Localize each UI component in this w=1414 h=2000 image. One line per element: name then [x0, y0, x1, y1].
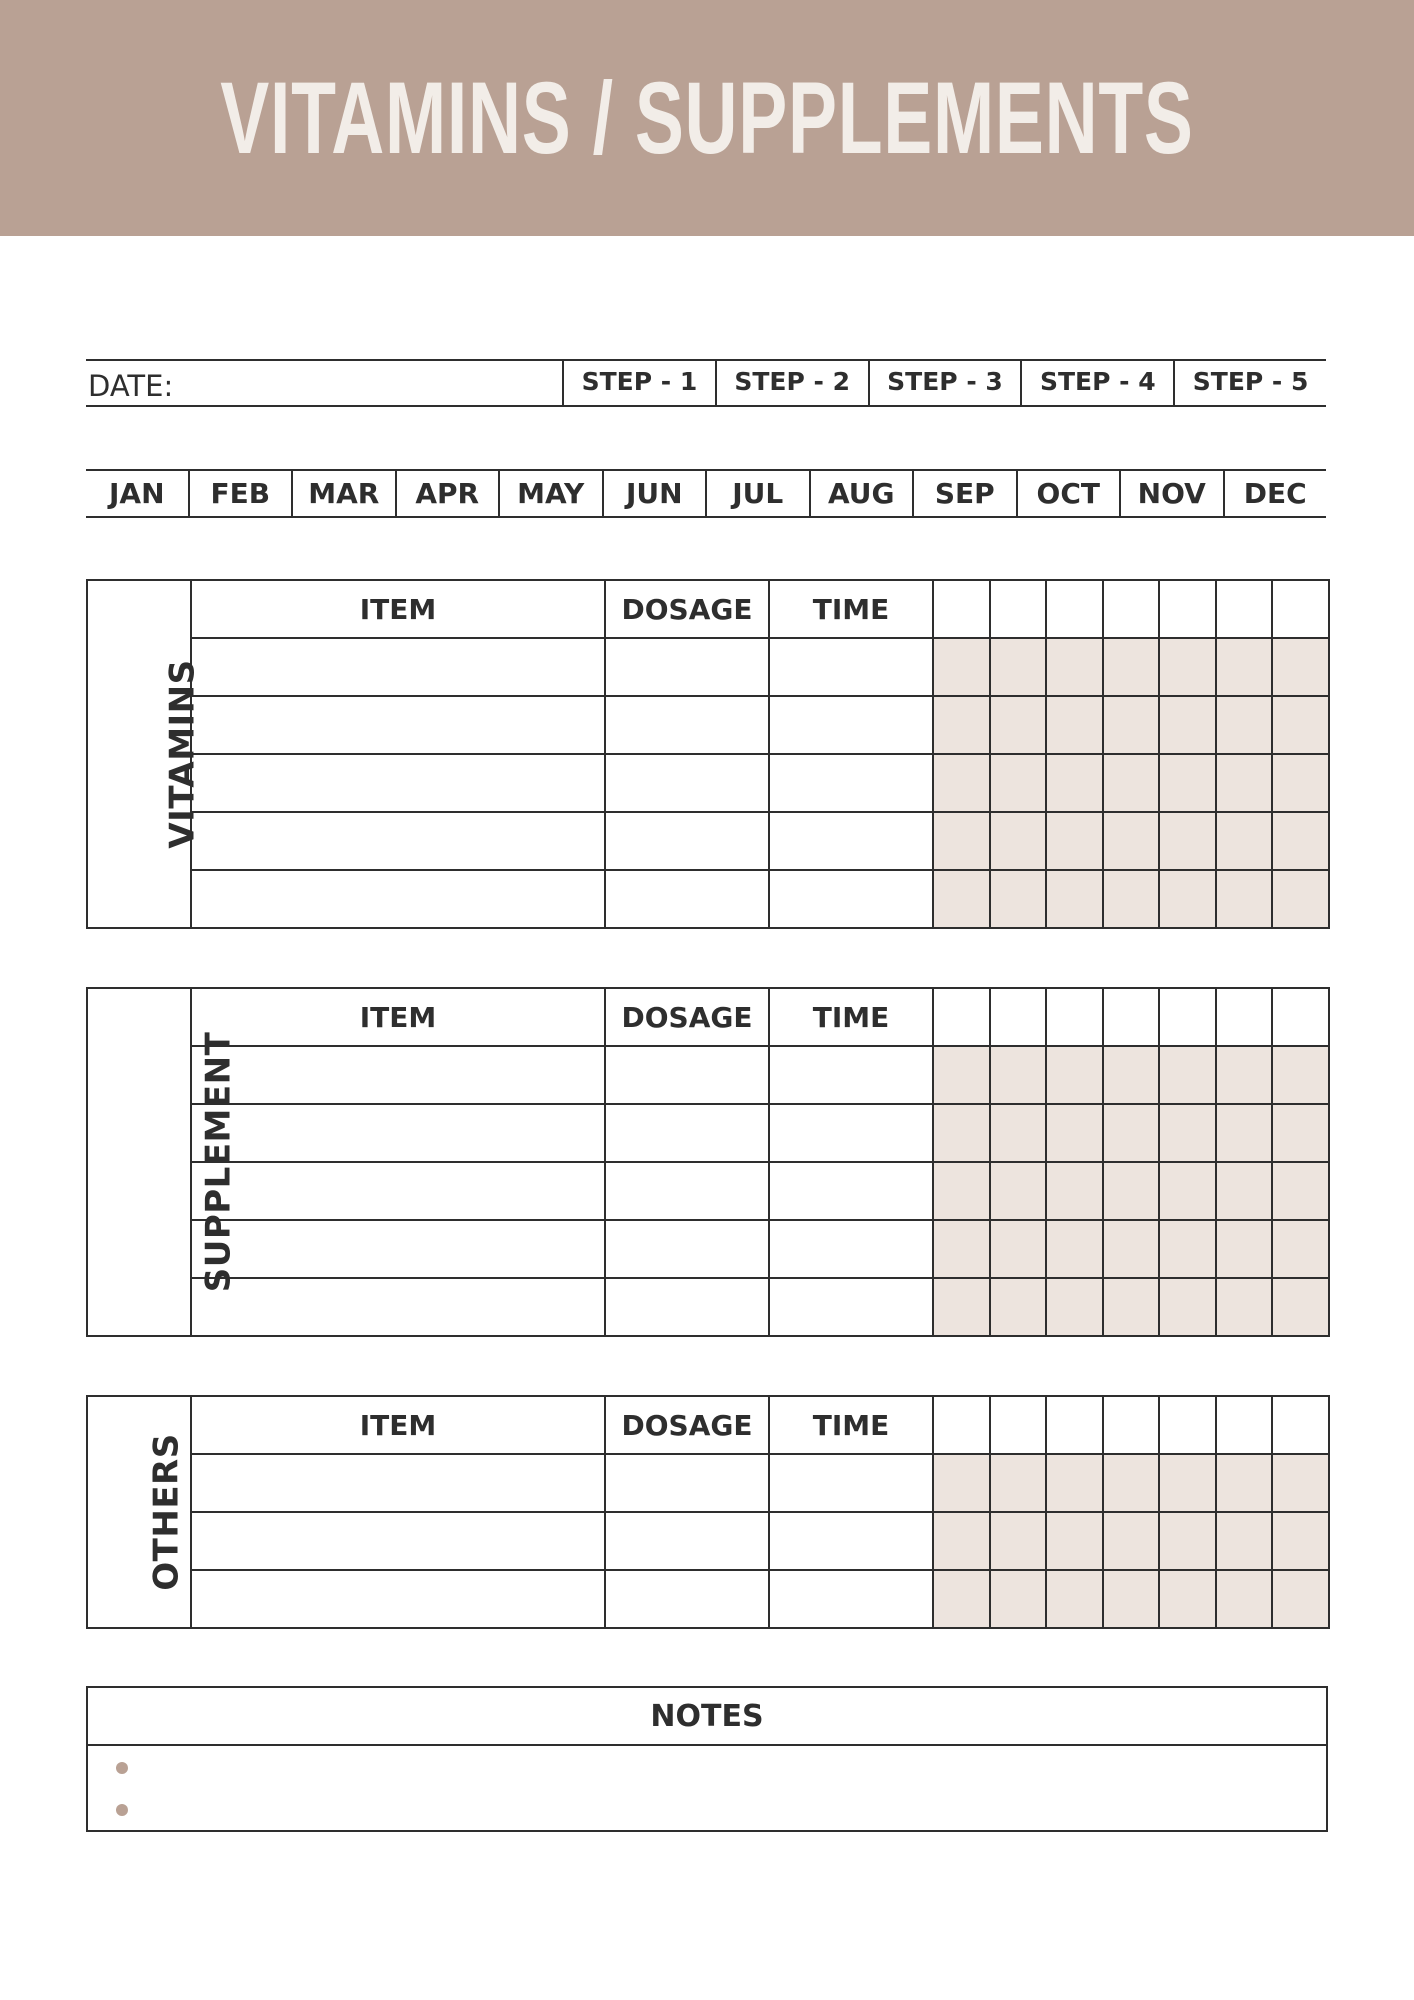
check-cell[interactable]	[1046, 638, 1103, 696]
time-cell[interactable]	[769, 754, 933, 812]
column-header-time: TIME	[769, 580, 933, 638]
check-column-header[interactable]	[1159, 988, 1216, 1046]
section-label-cell	[87, 1396, 191, 1628]
check-cell[interactable]	[1272, 1104, 1329, 1162]
page-title-wrap	[0, 0, 1414, 236]
check-column-header[interactable]	[1216, 988, 1273, 1046]
check-cell[interactable]	[990, 638, 1047, 696]
check-cell[interactable]	[1159, 1512, 1216, 1570]
check-cell[interactable]	[1216, 638, 1273, 696]
check-cell[interactable]	[1272, 754, 1329, 812]
check-cell[interactable]	[990, 870, 1047, 928]
check-cell[interactable]	[1272, 1220, 1329, 1278]
time-cell[interactable]	[769, 696, 933, 754]
check-cell[interactable]	[990, 754, 1047, 812]
check-cell[interactable]	[1103, 1046, 1160, 1104]
dosage-cell[interactable]	[605, 1162, 769, 1220]
dosage-cell[interactable]	[605, 1046, 769, 1104]
check-cell[interactable]	[933, 812, 990, 870]
check-cell[interactable]	[1103, 696, 1160, 754]
check-cell[interactable]	[1216, 812, 1273, 870]
section-label-cell	[87, 580, 203, 928]
check-cell[interactable]	[1103, 1454, 1160, 1512]
check-cell[interactable]	[1216, 1454, 1273, 1512]
check-column-header[interactable]	[990, 1396, 1047, 1454]
check-cell[interactable]	[1046, 1454, 1103, 1512]
check-cell[interactable]	[1103, 754, 1160, 812]
check-cell[interactable]	[1216, 1220, 1273, 1278]
check-cell[interactable]	[1046, 1278, 1103, 1336]
date-field[interactable]	[86, 361, 562, 405]
check-cell[interactable]	[933, 1512, 990, 1570]
step-4[interactable]: STEP - 4	[1020, 361, 1173, 405]
header-row	[87, 988, 1329, 1046]
time-cell[interactable]	[769, 870, 933, 928]
check-cell[interactable]	[1216, 870, 1273, 928]
check-cell[interactable]	[1046, 812, 1103, 870]
check-cell[interactable]	[1159, 1104, 1216, 1162]
section-label: VITAMINS	[162, 659, 203, 849]
time-cell[interactable]	[769, 1278, 933, 1336]
check-cell[interactable]	[1272, 1162, 1329, 1220]
dosage-cell[interactable]	[605, 1570, 769, 1628]
check-column-header[interactable]	[1103, 988, 1160, 1046]
notes-box	[86, 1686, 1328, 1832]
step-1[interactable]: STEP - 1	[562, 361, 715, 405]
check-cell[interactable]	[1216, 1104, 1273, 1162]
check-cell[interactable]	[1216, 1278, 1273, 1336]
check-cell[interactable]	[933, 1046, 990, 1104]
table-row	[87, 1046, 1329, 1104]
step-5[interactable]: STEP - 5	[1173, 361, 1326, 405]
check-column-header[interactable]	[1046, 580, 1103, 638]
supplement-table	[86, 987, 1330, 1337]
check-cell[interactable]	[1103, 812, 1160, 870]
month-feb[interactable]: FEB	[188, 471, 292, 516]
dosage-cell[interactable]	[605, 1512, 769, 1570]
check-cell[interactable]	[933, 1454, 990, 1512]
check-cell[interactable]	[1159, 1454, 1216, 1512]
check-column-header[interactable]	[990, 988, 1047, 1046]
item-cell[interactable]	[191, 696, 605, 754]
column-header-item: ITEM	[191, 1396, 605, 1454]
check-cell[interactable]	[990, 1570, 1047, 1628]
check-cell[interactable]	[1103, 1512, 1160, 1570]
table-row	[87, 1512, 1329, 1570]
month-may[interactable]: MAY	[498, 471, 602, 516]
check-cell[interactable]	[1216, 1512, 1273, 1570]
month-jun[interactable]: JUN	[602, 471, 706, 516]
time-cell[interactable]	[769, 1046, 933, 1104]
check-cell[interactable]	[1216, 754, 1273, 812]
check-cell[interactable]	[933, 1104, 990, 1162]
check-column-header[interactable]	[1103, 1396, 1160, 1454]
check-cell[interactable]	[1046, 1046, 1103, 1104]
check-cell[interactable]	[990, 1104, 1047, 1162]
check-cell[interactable]	[1159, 1046, 1216, 1104]
step-2[interactable]: STEP - 2	[715, 361, 868, 405]
check-cell[interactable]	[1103, 638, 1160, 696]
check-cell[interactable]	[1046, 1512, 1103, 1570]
check-cell[interactable]	[933, 1278, 990, 1336]
month-mar[interactable]: MAR	[291, 471, 395, 516]
item-cell[interactable]	[191, 1162, 605, 1220]
check-cell[interactable]	[1159, 638, 1216, 696]
check-column-header[interactable]	[1046, 1396, 1103, 1454]
month-selector	[86, 469, 1326, 518]
column-header-item: ITEM	[191, 988, 605, 1046]
check-cell[interactable]	[1046, 1162, 1103, 1220]
check-cell[interactable]	[933, 1570, 990, 1628]
check-column-header[interactable]	[933, 1396, 990, 1454]
dosage-cell[interactable]	[605, 1104, 769, 1162]
table-row	[87, 754, 1329, 812]
column-header-dosage: DOSAGE	[605, 988, 769, 1046]
check-column-header[interactable]	[990, 580, 1047, 638]
check-column-header[interactable]	[1272, 1396, 1329, 1454]
check-cell[interactable]	[990, 812, 1047, 870]
check-cell[interactable]	[1216, 696, 1273, 754]
dosage-cell[interactable]	[605, 638, 769, 696]
check-cell[interactable]	[933, 1220, 990, 1278]
dosage-cell[interactable]	[605, 812, 769, 870]
check-cell[interactable]	[990, 1162, 1047, 1220]
time-cell[interactable]	[769, 812, 933, 870]
check-cell[interactable]	[1272, 870, 1329, 928]
header-row	[87, 1396, 1329, 1454]
check-column-header[interactable]	[1159, 1396, 1216, 1454]
item-cell[interactable]	[191, 1512, 605, 1570]
dosage-cell[interactable]	[605, 1454, 769, 1512]
check-column-header[interactable]	[1159, 580, 1216, 638]
check-cell[interactable]	[1046, 1104, 1103, 1162]
check-cell[interactable]	[1216, 1162, 1273, 1220]
steps	[562, 361, 1326, 405]
check-cell[interactable]	[1103, 1162, 1160, 1220]
step-3[interactable]: STEP - 3	[868, 361, 1021, 405]
check-cell[interactable]	[1103, 1278, 1160, 1336]
month-sep[interactable]: SEP	[912, 471, 1016, 516]
check-cell[interactable]	[1046, 754, 1103, 812]
check-cell[interactable]	[1046, 1570, 1103, 1628]
dosage-cell[interactable]	[605, 1220, 769, 1278]
check-cell[interactable]	[1272, 1278, 1329, 1336]
page-title: VITAMINS / SUPPLEMENTS	[220, 61, 1194, 175]
item-cell[interactable]	[191, 812, 605, 870]
item-cell[interactable]	[191, 1570, 605, 1628]
time-cell[interactable]	[769, 1454, 933, 1512]
check-cell[interactable]	[1103, 1570, 1160, 1628]
table-row	[87, 638, 1329, 696]
check-column-header[interactable]	[1216, 580, 1273, 638]
check-cell[interactable]	[990, 1220, 1047, 1278]
dosage-cell[interactable]	[605, 870, 769, 928]
check-cell[interactable]	[1046, 1220, 1103, 1278]
check-cell[interactable]	[1159, 696, 1216, 754]
date-step-bar	[86, 359, 1326, 407]
check-cell[interactable]	[990, 1278, 1047, 1336]
table-row	[87, 696, 1329, 754]
check-column-header[interactable]	[1103, 580, 1160, 638]
check-cell[interactable]	[1216, 1570, 1273, 1628]
column-header-dosage: DOSAGE	[605, 1396, 769, 1454]
check-cell[interactable]	[1046, 870, 1103, 928]
check-cell[interactable]	[1103, 1104, 1160, 1162]
check-cell[interactable]	[990, 696, 1047, 754]
item-cell[interactable]	[191, 1046, 605, 1104]
check-cell[interactable]	[933, 754, 990, 812]
item-cell[interactable]	[191, 1104, 605, 1162]
check-cell[interactable]	[933, 696, 990, 754]
dosage-cell[interactable]	[605, 754, 769, 812]
item-cell[interactable]	[191, 1220, 605, 1278]
month-aug[interactable]: AUG	[809, 471, 913, 516]
check-cell[interactable]	[1103, 1220, 1160, 1278]
check-column-header[interactable]	[933, 580, 990, 638]
bullet-icon	[116, 1804, 128, 1816]
month-dec[interactable]: DEC	[1223, 471, 1327, 516]
table-row	[87, 812, 1329, 870]
table-row	[87, 1104, 1329, 1162]
month-oct[interactable]: OCT	[1016, 471, 1120, 516]
column-header-time: TIME	[769, 1396, 933, 1454]
check-cell[interactable]	[1159, 754, 1216, 812]
month-jan[interactable]: JAN	[108, 477, 165, 510]
check-column-header[interactable]	[1272, 580, 1329, 638]
time-cell[interactable]	[769, 1104, 933, 1162]
check-cell[interactable]	[933, 870, 990, 928]
column-header-dosage: DOSAGE	[605, 580, 769, 638]
table-row	[87, 1278, 1329, 1336]
item-cell[interactable]	[191, 1278, 605, 1336]
check-column-header[interactable]	[1216, 1396, 1273, 1454]
check-cell[interactable]	[1272, 1454, 1329, 1512]
date-label: DATE:	[88, 369, 174, 403]
check-cell[interactable]	[990, 1454, 1047, 1512]
time-cell[interactable]	[769, 638, 933, 696]
month-jul[interactable]: JUL	[705, 471, 809, 516]
time-cell[interactable]	[769, 1570, 933, 1628]
check-cell[interactable]	[990, 1046, 1047, 1104]
column-header-item: ITEM	[191, 580, 605, 638]
header-row	[87, 580, 1329, 638]
time-cell[interactable]	[769, 1512, 933, 1570]
check-cell[interactable]	[1272, 1570, 1329, 1628]
table-row	[87, 1454, 1329, 1512]
vitamins-table	[86, 579, 1330, 929]
check-cell[interactable]	[1272, 638, 1329, 696]
check-column-header[interactable]	[1046, 988, 1103, 1046]
dosage-cell[interactable]	[605, 696, 769, 754]
item-cell[interactable]	[191, 1454, 605, 1512]
section-label: SUPPLEMENT	[198, 1031, 239, 1293]
check-cell[interactable]	[990, 1512, 1047, 1570]
check-cell[interactable]	[1046, 696, 1103, 754]
section-label-cell	[87, 988, 239, 1336]
month-apr[interactable]: APR	[395, 471, 499, 516]
month-nov[interactable]: NOV	[1119, 471, 1223, 516]
item-cell[interactable]	[191, 754, 605, 812]
check-column-header[interactable]	[1272, 988, 1329, 1046]
table-row	[87, 1220, 1329, 1278]
check-cell[interactable]	[1103, 870, 1160, 928]
table-row	[87, 1162, 1329, 1220]
check-cell[interactable]	[1272, 1512, 1329, 1570]
check-cell[interactable]	[1159, 870, 1216, 928]
notes-title: NOTES	[88, 1688, 1326, 1746]
table-row	[87, 870, 1329, 928]
dosage-cell[interactable]	[605, 1278, 769, 1336]
check-cell[interactable]	[1159, 1220, 1216, 1278]
item-cell[interactable]	[191, 638, 605, 696]
check-cell[interactable]	[933, 1162, 990, 1220]
check-cell[interactable]	[1272, 812, 1329, 870]
item-cell[interactable]	[191, 870, 605, 928]
check-cell[interactable]	[933, 638, 990, 696]
bullet-icon	[116, 1762, 128, 1774]
check-cell[interactable]	[1159, 812, 1216, 870]
check-cell[interactable]	[1159, 1278, 1216, 1336]
check-cell[interactable]	[1272, 696, 1329, 754]
column-header-time: TIME	[769, 988, 933, 1046]
table-row	[87, 1570, 1329, 1628]
section-label: OTHERS	[146, 1433, 187, 1591]
time-cell[interactable]	[769, 1220, 933, 1278]
check-column-header[interactable]	[933, 988, 990, 1046]
check-cell[interactable]	[1159, 1570, 1216, 1628]
others-table	[86, 1395, 1330, 1629]
time-cell[interactable]	[769, 1162, 933, 1220]
check-cell[interactable]	[1216, 1046, 1273, 1104]
check-cell[interactable]	[1159, 1162, 1216, 1220]
check-cell[interactable]	[1272, 1046, 1329, 1104]
